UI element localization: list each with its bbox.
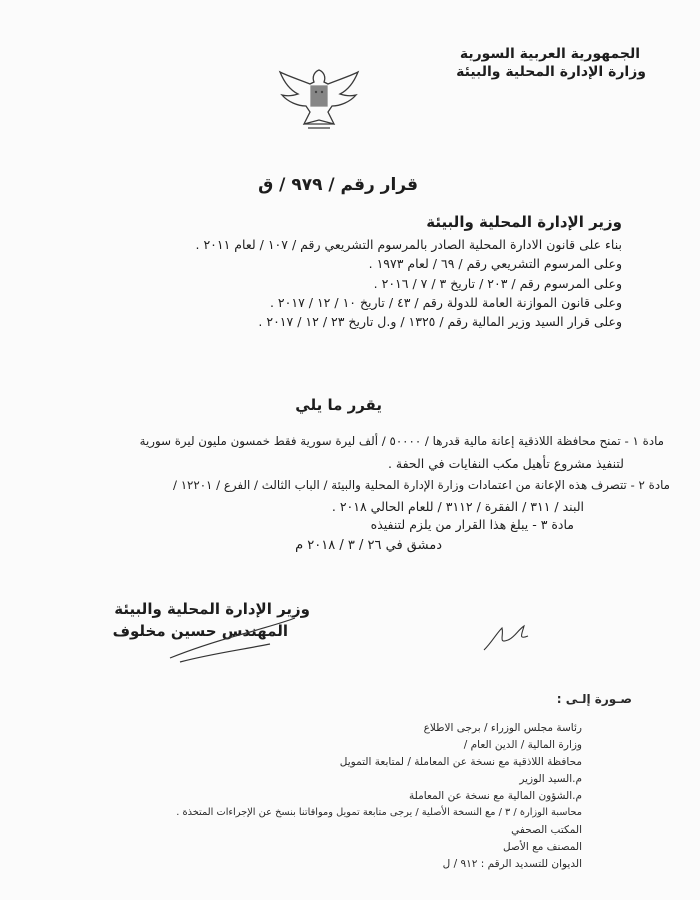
signature-title: وزير الإدارة المحلية والبيئة — [114, 600, 310, 618]
copy-item: رئاسة مجلس الوزراء / برجى الاطلاع — [423, 722, 582, 734]
copy-item: م.الشؤون المالية مع نسخة عن المعاملة — [409, 790, 582, 802]
emblem-icon — [274, 62, 364, 132]
decision-number: قرار رقم / ٩٧٩ / ق — [258, 175, 418, 195]
copy-item: الديوان للتسديد الرقم : ٩١٢ / ل — [442, 858, 582, 870]
copy-item: المكتب الصحفي — [511, 824, 582, 836]
preamble-line: وعلى قرار السيد وزير المالية رقم / ١٣٢٥ / و.ل تاريخ ٢٣ / ١٢ / ٢٠١٧ . — [258, 314, 622, 329]
preamble-line: وعلى قانون الموازنة العامة للدولة رقم / ٤٣ / تاريخ ١٠ / ١٢ / ٢٠١٧ . — [269, 295, 622, 310]
copy-item: المصنف مع الأصل — [503, 841, 582, 853]
copies-heading: صـورة إلـى : — [556, 692, 632, 706]
copy-item: م.السيد الوزير — [519, 773, 582, 785]
copy-item: محافظة اللاذقية مع نسخة عن المعاملة / لمتابعة التمويل — [339, 756, 582, 768]
preamble-line: وعلى المرسوم رقم / ٢٠٣ / تاريخ ٣ / ٧ / ٢٠١٦ . — [373, 276, 622, 291]
copy-item: محاسبة الوزارة / ٣ / مع النسخة الأصلية / يرجى متابعة تمويل ومواقاتنا بنسخ عن الإجراءات المتخذة . — [176, 807, 582, 818]
signature-name: المهندس حسين مخلوف — [112, 622, 288, 640]
article-3-line-1: مادة ٣ - يبلغ هذا القرار من يلزم لتنفيذه — [370, 517, 574, 532]
copy-item: وزارة المالية / الدين العام / — [463, 739, 582, 751]
initials-scribble — [478, 612, 538, 658]
article-2-line-2: البند / ٣١١ / الفقرة / ٣١١٢ / للعام الحالي ٢٠١٨ . — [331, 499, 584, 514]
signature-scribble — [160, 610, 300, 670]
date-line: دمشق في ٢٦ / ٣ / ٢٠١٨ م — [295, 538, 442, 553]
article-1-line-1: مادة ١ - تمنح محافظة اللاذقية إعانة مالية قدرها / ٥٠٠٠٠ / ألف ليرة سورية فقط خمسون مليون ليرة سورية — [139, 434, 664, 448]
article-1-line-2: لتنفيذ مشروع تأهيل مكب النفايات في الحفة . — [387, 456, 624, 471]
preamble-line: وعلى المرسوم التشريعي رقم / ٦٩ / لعام ١٩٧٣ . — [368, 256, 622, 271]
preamble-line: بناء على قانون الادارة المحلية الصادر بالمرسوم التشريعي رقم / ١٠٧ / لعام ٢٠١١ . — [195, 237, 622, 252]
header-republic: الجمهورية العربية السورية — [459, 46, 640, 62]
article-2-line-1: مادة ٢ - تتصرف هذه الإعانة من اعتمادات وزارة الإدارة المحلية والبيئة / الباب الثالث / الفرع / ١٢٢٠١ / — [172, 478, 670, 492]
preamble-heading: وزير الإدارة المحلية والبيئة — [426, 213, 622, 231]
decides-heading: يقرر ما يلي — [295, 396, 382, 414]
header-ministry: وزارة الإدارة المحلية والبيئة — [456, 64, 646, 80]
